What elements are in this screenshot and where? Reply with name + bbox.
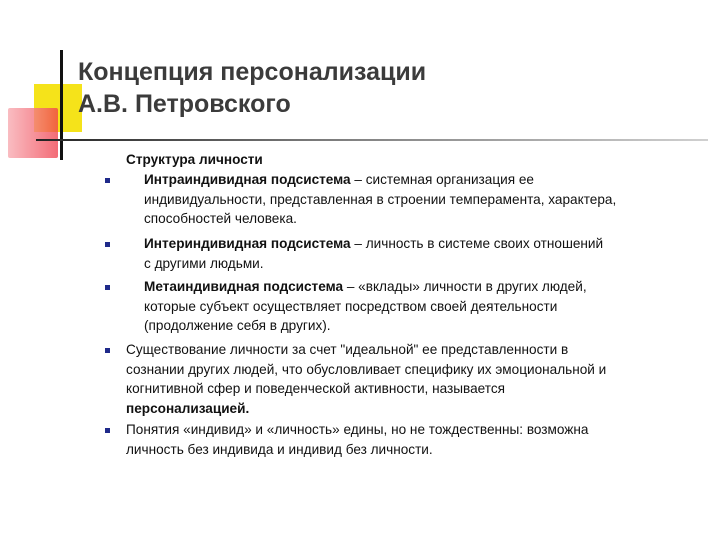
list-item-text [126, 420, 588, 459]
text-line: личность без индивида и индивид без личности. [126, 441, 433, 457]
list-item-text [144, 170, 616, 229]
text-line: Существование личности за счет "идеальной" ее представленности в [126, 342, 569, 357]
text-line: когнитивной сфер и поведенческой активности, называется [126, 381, 505, 397]
list-item-text [144, 277, 587, 336]
term-definition: – личность в системе своих отношений [350, 236, 604, 251]
title-line-2: А.В. Петровского [78, 90, 291, 118]
bullet-square-icon [105, 285, 110, 290]
bullet-square-icon [105, 428, 110, 433]
term: персонализацией. [126, 400, 250, 416]
term: Интериндивидная подсистема [144, 236, 351, 251]
term: Метаиндивидная подсистема [144, 279, 344, 294]
term: Интраиндивидная подсистема [144, 172, 351, 187]
text-line: (продолжение себя в других). [144, 318, 331, 334]
term-definition: – системная организация ее [350, 172, 534, 187]
decor-vertical-line [60, 50, 63, 160]
title-underline [36, 139, 708, 141]
text-line: способностей человека. [144, 211, 297, 227]
decor-red-square-fade [8, 108, 58, 158]
bullet-square-icon [105, 178, 110, 183]
list-item-text [126, 340, 606, 418]
text-line: сознании других людей, что обусловливает специфику их эмоциональной и [126, 361, 607, 377]
term-definition: – «вклады» личности в других людей, [343, 279, 587, 294]
text-line: индивидуальности, представленная в строении темперамента, характера, [144, 191, 617, 207]
text-line: которые субъект осуществляет посредством своей деятельности [144, 298, 558, 314]
bullet-square-icon [105, 242, 110, 247]
section-heading: Структура личности [126, 152, 263, 167]
title-line-1: Концепция персонализации [78, 58, 427, 86]
slide-title [78, 56, 426, 120]
list-item-text [144, 234, 603, 273]
bullet-square-icon [105, 348, 110, 353]
text-line: с другими людьми. [144, 255, 264, 271]
text-line: Понятия «индивид» и «личность» едины, но не тождественны: возможна [126, 422, 589, 437]
